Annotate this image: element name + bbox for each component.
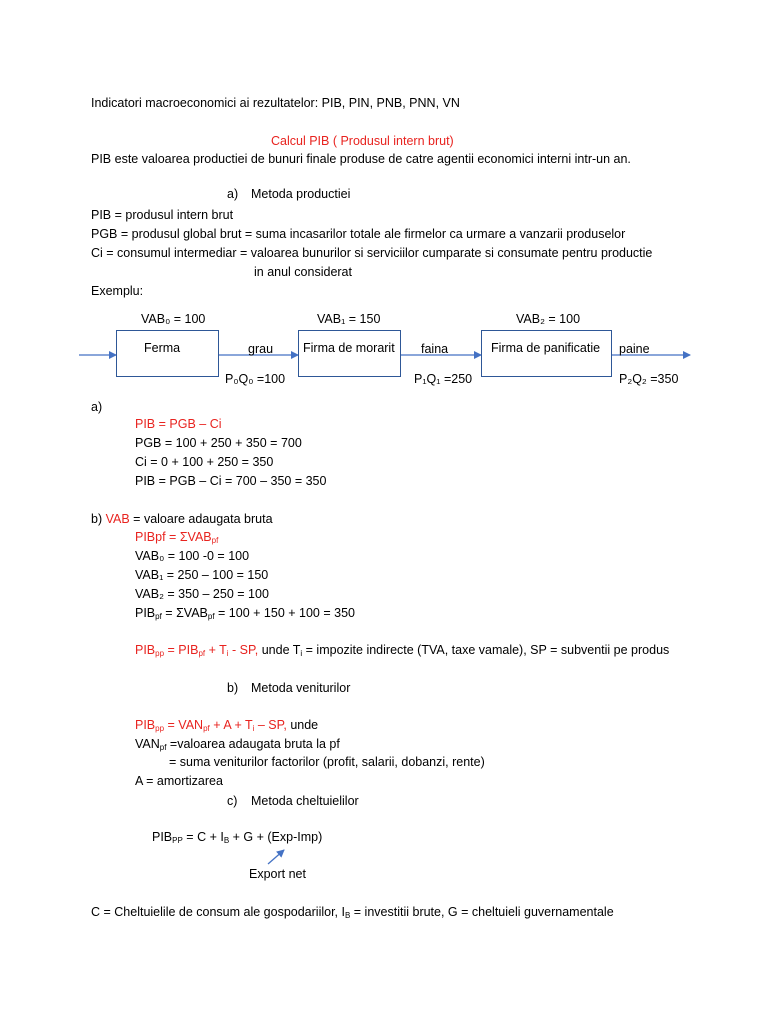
pibpp-sub: pf	[198, 649, 206, 658]
vab-term: VAB	[105, 512, 130, 526]
pib-definition: PIB este valoarea productiei de bunuri finale produse de catre agentii economici interni intr-un an.	[91, 152, 631, 166]
van-sub: pf	[159, 743, 167, 752]
chelt-part: = C + I	[182, 830, 224, 844]
definition-pib: PIB = produsul intern brut	[91, 208, 234, 222]
venit-part: – SP,	[254, 718, 287, 732]
method-a-title: Metoda productiei	[251, 187, 351, 201]
export-net-label: Export net	[249, 867, 306, 881]
vab-definition	[91, 511, 273, 527]
vab1-calculation: VAB₁ = 250 – 100 = 150	[135, 568, 269, 582]
ci-calculation: Ci = 0 + 100 + 250 = 350	[135, 455, 274, 469]
definition-pgb: PGB = produsul global brut = suma incasarilor totale ale firmelor ca urmare a vanzarii produselor	[91, 227, 626, 241]
venit-sub: pf	[203, 724, 210, 733]
pib-formula: PIB = PGB – Ci	[135, 417, 222, 431]
venit-sub: i	[252, 724, 255, 733]
pibpf-calc-sub: pf	[155, 612, 162, 621]
method-b-title: Metoda veniturilor	[251, 681, 351, 695]
venit-part: = VAN	[164, 718, 204, 732]
grau-label: grau	[248, 342, 274, 356]
p0q0-label: P₀Q₀ =100	[225, 372, 286, 386]
box-ferma-label: Ferma	[144, 341, 181, 355]
pibpf-calc-part: PIB	[135, 606, 156, 620]
vab-definition-text: = valoare adaugata bruta	[129, 512, 273, 526]
pibpp-note: unde T	[258, 643, 301, 657]
van-part: VAN	[135, 737, 160, 751]
pibpf-formula-subscript: pf	[211, 536, 219, 545]
section-heading: Calcul PIB ( Produsul intern brut)	[271, 134, 454, 148]
venit-sub: pp	[155, 724, 165, 733]
venit-unde: unde	[286, 718, 319, 732]
definition-ci: Ci = consumul intermediar = valoarea bunurilor si serviciilor cumparate si consumate pentru productie	[91, 246, 653, 260]
chelt-part: PIB	[152, 830, 173, 844]
method-b-marker: b)	[227, 681, 239, 695]
venit-part: + A + T	[209, 718, 253, 732]
pibpf-calc-part: = 100 + 150 + 100 = 350	[214, 606, 355, 620]
chelt-part: + G + (Exp-Imp)	[229, 830, 323, 844]
pibpf-calc-sub: pf	[207, 612, 215, 621]
method-a-marker: a)	[227, 187, 239, 201]
method-c-marker: c)	[227, 794, 238, 808]
pibpf-formula	[135, 529, 218, 545]
chelt-sub: PP	[172, 836, 183, 845]
amortizare-definition: A = amortizarea	[135, 774, 223, 788]
part-a-marker: a)	[91, 400, 103, 414]
paine-label: paine	[619, 342, 650, 356]
pibpf-calc-part: = ΣVAB	[161, 606, 208, 620]
method-c-title: Metoda cheltuielilor	[251, 794, 359, 808]
part-b-marker: b)	[91, 512, 103, 526]
example-label: Exemplu:	[91, 284, 144, 298]
pibpp-note: = impozite indirecte (TVA, taxe vamale), SP = subventii pe produs	[302, 643, 670, 657]
page-title: Indicatori macroeconomici ai rezultatelor: PIB, PIN, PNB, PNN, VN	[91, 96, 460, 110]
pibpp-sub: i	[226, 649, 229, 658]
pib-calculation: PIB = PGB – Ci = 700 – 350 = 350	[135, 474, 327, 488]
legend-part: = investitii brute, G = cheltuieli guvernamentale	[350, 905, 614, 919]
pibpp-part: - SP,	[228, 643, 259, 657]
chelt-sub: B	[223, 836, 230, 845]
vab0-calculation: VAB₀ = 100 -0 = 100	[135, 549, 250, 563]
pibpf-calculation	[135, 605, 355, 621]
vab2-label: VAB₂ = 100	[516, 312, 581, 326]
p2q2-label: P₂Q₂ =350	[619, 372, 679, 386]
van-definition	[135, 736, 340, 752]
vab1-label: VAB₁ = 150	[317, 312, 381, 326]
vab0-label: VAB₀ = 100	[141, 312, 206, 326]
venit-part: PIB	[135, 718, 156, 732]
pibpp-note-sub: i	[300, 649, 303, 658]
pgb-calculation: PGB = 100 + 250 + 350 = 700	[135, 436, 302, 450]
vab2-calculation: VAB₂ = 350 – 250 = 100	[135, 587, 269, 601]
export-net-arrow	[268, 850, 284, 864]
pibpf-formula-text: PIBpf = ΣVAB	[135, 530, 212, 544]
suma-veniturilor: = suma veniturilor factorilor (profit, salarii, dobanzi, rente)	[169, 755, 485, 769]
pibpp-part: = PIB	[164, 643, 199, 657]
box-firma-morarit-label: Firma de morarit	[303, 341, 395, 355]
box-firma-panificatie-label: Firma de panificatie	[491, 341, 601, 355]
legend-sub: B	[344, 911, 351, 920]
pibpp-part: PIB	[135, 643, 156, 657]
faina-label: faina	[421, 342, 449, 356]
pibpp-definition	[135, 642, 669, 658]
pibpp-sub: pp	[155, 649, 165, 658]
p1q1-label: P₁Q₁ =250	[414, 372, 473, 386]
chelt-formula	[152, 829, 322, 845]
legend-part: C = Cheltuielile de consum ale gospodariilor, I	[91, 905, 345, 919]
van-part: =valoarea adaugata bruta la pf	[166, 737, 340, 751]
definition-ci-continued: in anul considerat	[254, 265, 352, 279]
pibpp-part: + T	[205, 643, 227, 657]
chelt-legend	[91, 904, 614, 920]
venit-formula	[135, 717, 318, 733]
